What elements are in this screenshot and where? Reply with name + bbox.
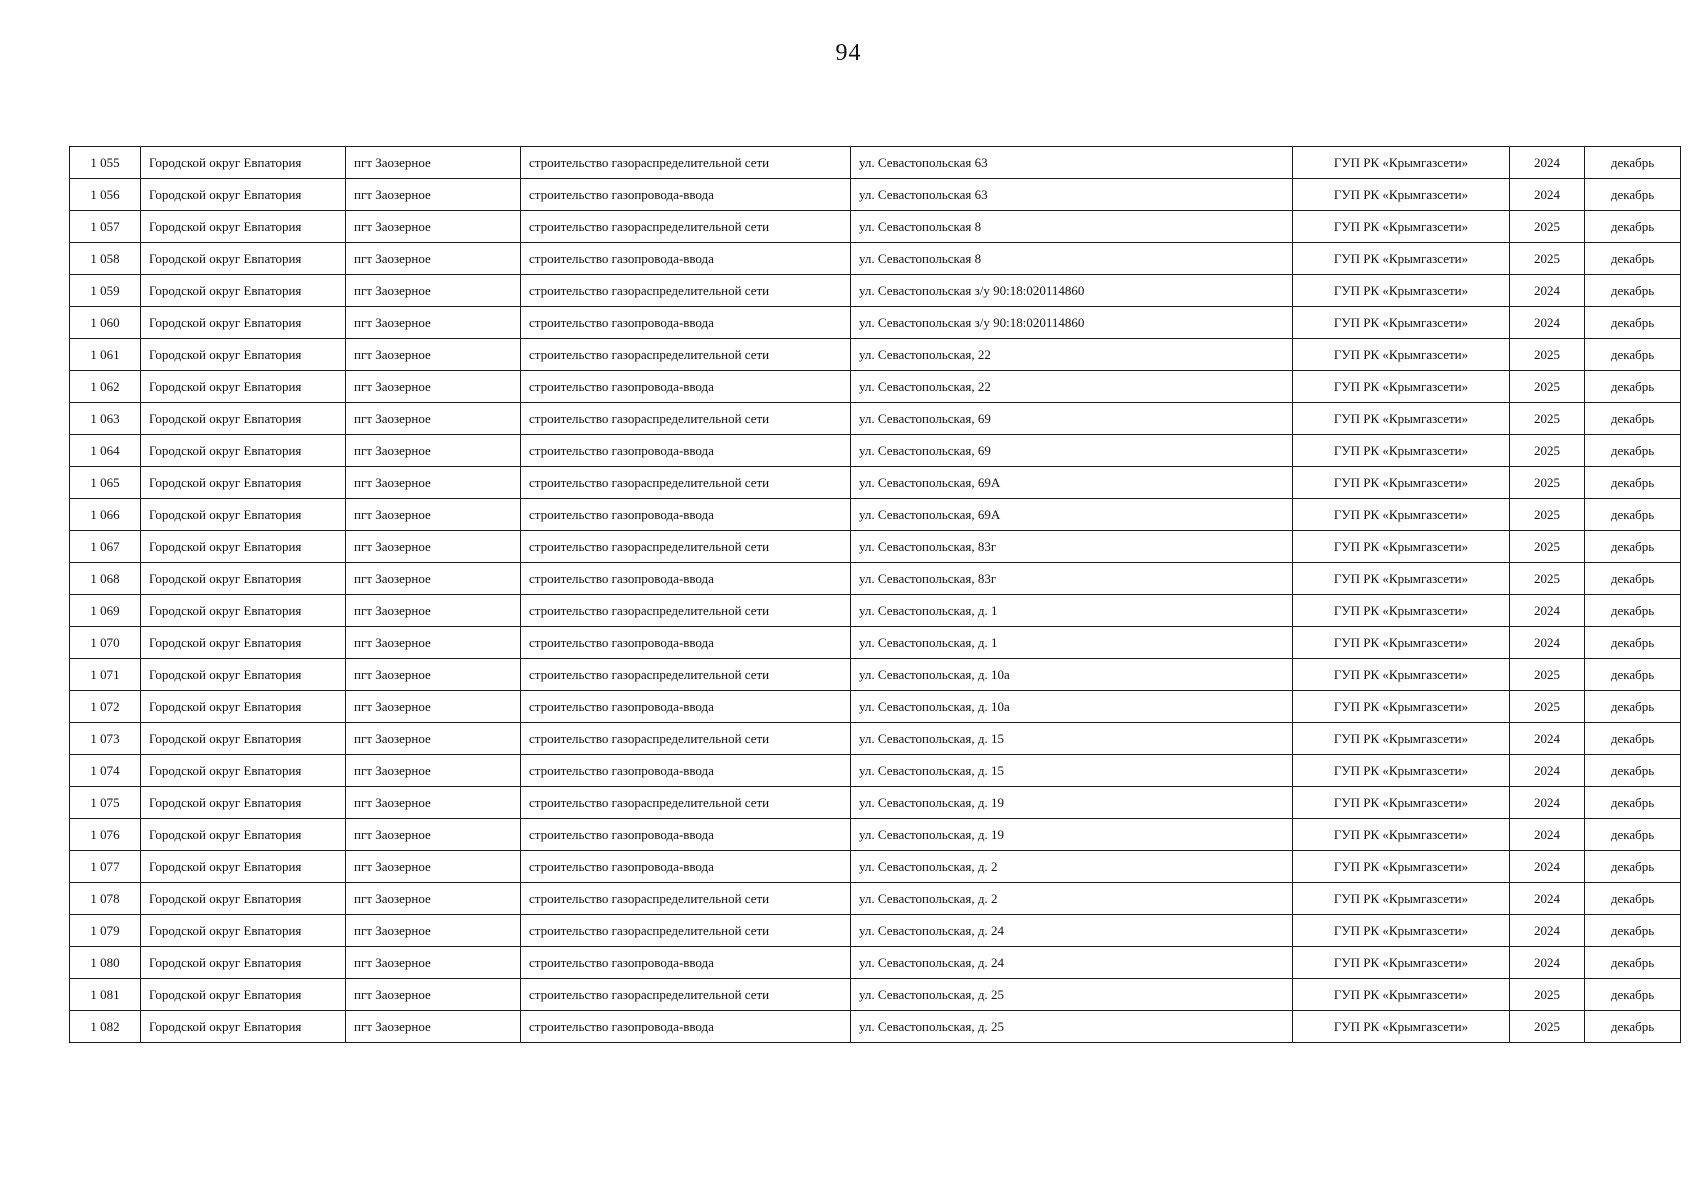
year-cell: 2025: [1510, 243, 1585, 275]
work-type-cell: строительство газопровода-ввода: [521, 243, 851, 275]
row-number-cell: 1 060: [70, 307, 141, 339]
work-type-cell: строительство газораспределительной сети: [521, 211, 851, 243]
district-cell: Городской округ Евпатория: [141, 307, 346, 339]
organization-cell: ГУП РК «Крымгазсети»: [1293, 659, 1510, 691]
month-cell: декабрь: [1585, 147, 1681, 179]
row-number-cell: 1 066: [70, 499, 141, 531]
organization-cell: ГУП РК «Крымгазсети»: [1293, 947, 1510, 979]
district-cell: Городской округ Евпатория: [141, 915, 346, 947]
month-cell: декабрь: [1585, 403, 1681, 435]
table-row: [70, 755, 1681, 787]
row-number-cell: 1 079: [70, 915, 141, 947]
row-number-cell: 1 059: [70, 275, 141, 307]
work-type-cell: строительство газопровода-ввода: [521, 371, 851, 403]
organization-cell: ГУП РК «Крымгазсети»: [1293, 819, 1510, 851]
district-cell: Городской округ Евпатория: [141, 275, 346, 307]
district-cell: Городской округ Евпатория: [141, 339, 346, 371]
month-cell: декабрь: [1585, 211, 1681, 243]
month-cell: декабрь: [1585, 979, 1681, 1011]
district-cell: Городской округ Евпатория: [141, 723, 346, 755]
work-type-cell: строительство газопровода-ввода: [521, 627, 851, 659]
work-type-cell: строительство газопровода-ввода: [521, 307, 851, 339]
table-row: [70, 563, 1681, 595]
settlement-cell: пгт Заозерное: [346, 979, 521, 1011]
work-type-cell: строительство газопровода-ввода: [521, 1011, 851, 1043]
year-cell: 2024: [1510, 147, 1585, 179]
district-cell: Городской округ Евпатория: [141, 467, 346, 499]
address-cell: ул. Севастопольская, 69: [851, 435, 1293, 467]
organization-cell: ГУП РК «Крымгазсети»: [1293, 627, 1510, 659]
address-cell: ул. Севастопольская з/у 90:18:020114860: [851, 275, 1293, 307]
organization-cell: ГУП РК «Крымгазсети»: [1293, 915, 1510, 947]
settlement-cell: пгт Заозерное: [346, 147, 521, 179]
district-cell: Городской округ Евпатория: [141, 179, 346, 211]
organization-cell: ГУП РК «Крымгазсети»: [1293, 979, 1510, 1011]
table-row: [70, 915, 1681, 947]
month-cell: декабрь: [1585, 499, 1681, 531]
district-cell: Городской округ Евпатория: [141, 947, 346, 979]
year-cell: 2024: [1510, 179, 1585, 211]
work-type-cell: строительство газораспределительной сети: [521, 595, 851, 627]
address-cell: ул. Севастопольская 8: [851, 211, 1293, 243]
district-cell: Городской округ Евпатория: [141, 627, 346, 659]
organization-cell: ГУП РК «Крымгазсети»: [1293, 723, 1510, 755]
month-cell: декабрь: [1585, 691, 1681, 723]
row-number-cell: 1 072: [70, 691, 141, 723]
table-row: [70, 627, 1681, 659]
month-cell: декабрь: [1585, 915, 1681, 947]
table-row: [70, 723, 1681, 755]
table-row: [70, 403, 1681, 435]
month-cell: декабрь: [1585, 659, 1681, 691]
month-cell: декабрь: [1585, 595, 1681, 627]
row-number-cell: 1 078: [70, 883, 141, 915]
district-cell: Городской округ Евпатория: [141, 499, 346, 531]
row-number-cell: 1 073: [70, 723, 141, 755]
organization-cell: ГУП РК «Крымгазсети»: [1293, 307, 1510, 339]
address-cell: ул. Севастопольская, д. 1: [851, 627, 1293, 659]
year-cell: 2024: [1510, 947, 1585, 979]
settlement-cell: пгт Заозерное: [346, 723, 521, 755]
address-cell: ул. Севастопольская, д. 24: [851, 915, 1293, 947]
settlement-cell: пгт Заозерное: [346, 563, 521, 595]
district-cell: Городской округ Евпатория: [141, 691, 346, 723]
district-cell: Городской округ Евпатория: [141, 371, 346, 403]
row-number-cell: 1 077: [70, 851, 141, 883]
district-cell: Городской округ Евпатория: [141, 1011, 346, 1043]
settlement-cell: пгт Заозерное: [346, 915, 521, 947]
district-cell: Городской округ Евпатория: [141, 979, 346, 1011]
work-type-cell: строительство газопровода-ввода: [521, 179, 851, 211]
year-cell: 2025: [1510, 563, 1585, 595]
table-row: [70, 595, 1681, 627]
table-row: [70, 947, 1681, 979]
month-cell: декабрь: [1585, 307, 1681, 339]
year-cell: 2024: [1510, 819, 1585, 851]
work-type-cell: строительство газораспределительной сети: [521, 147, 851, 179]
year-cell: 2025: [1510, 371, 1585, 403]
address-cell: ул. Севастопольская, д. 15: [851, 755, 1293, 787]
year-cell: 2025: [1510, 435, 1585, 467]
row-number-cell: 1 055: [70, 147, 141, 179]
district-cell: Городской округ Евпатория: [141, 819, 346, 851]
month-cell: декабрь: [1585, 371, 1681, 403]
address-cell: ул. Севастопольская, д. 10а: [851, 691, 1293, 723]
row-number-cell: 1 070: [70, 627, 141, 659]
address-cell: ул. Севастопольская, д. 15: [851, 723, 1293, 755]
address-cell: ул. Севастопольская, д. 10а: [851, 659, 1293, 691]
district-cell: Городской округ Евпатория: [141, 403, 346, 435]
year-cell: 2024: [1510, 307, 1585, 339]
district-cell: Городской округ Евпатория: [141, 531, 346, 563]
year-cell: 2024: [1510, 883, 1585, 915]
month-cell: декабрь: [1585, 787, 1681, 819]
year-cell: 2025: [1510, 691, 1585, 723]
work-type-cell: строительство газораспределительной сети: [521, 787, 851, 819]
year-cell: 2024: [1510, 595, 1585, 627]
settlement-cell: пгт Заозерное: [346, 403, 521, 435]
year-cell: 2024: [1510, 627, 1585, 659]
table-row: [70, 883, 1681, 915]
work-type-cell: строительство газораспределительной сети: [521, 531, 851, 563]
district-cell: Городской округ Евпатория: [141, 851, 346, 883]
settlement-cell: пгт Заозерное: [346, 467, 521, 499]
month-cell: декабрь: [1585, 1011, 1681, 1043]
settlement-cell: пгт Заозерное: [346, 947, 521, 979]
settlement-cell: пгт Заозерное: [346, 691, 521, 723]
work-type-cell: строительство газораспределительной сети: [521, 659, 851, 691]
address-cell: ул. Севастопольская 63: [851, 179, 1293, 211]
table-row: [70, 979, 1681, 1011]
year-cell: 2025: [1510, 659, 1585, 691]
month-cell: декабрь: [1585, 179, 1681, 211]
settlement-cell: пгт Заозерное: [346, 1011, 521, 1043]
settlement-cell: пгт Заозерное: [346, 179, 521, 211]
table-row: [70, 851, 1681, 883]
row-number-cell: 1 064: [70, 435, 141, 467]
month-cell: декабрь: [1585, 755, 1681, 787]
work-type-cell: строительство газопровода-ввода: [521, 851, 851, 883]
settlement-cell: пгт Заозерное: [346, 595, 521, 627]
month-cell: декабрь: [1585, 627, 1681, 659]
month-cell: декабрь: [1585, 851, 1681, 883]
work-type-cell: строительство газопровода-ввода: [521, 435, 851, 467]
organization-cell: ГУП РК «Крымгазсети»: [1293, 371, 1510, 403]
district-cell: Городской округ Евпатория: [141, 211, 346, 243]
address-cell: ул. Севастопольская, 69А: [851, 499, 1293, 531]
address-cell: ул. Севастопольская, д. 19: [851, 819, 1293, 851]
month-cell: декабрь: [1585, 435, 1681, 467]
month-cell: декабрь: [1585, 883, 1681, 915]
district-cell: Городской округ Евпатория: [141, 883, 346, 915]
row-number-cell: 1 065: [70, 467, 141, 499]
address-cell: ул. Севастопольская, 22: [851, 371, 1293, 403]
address-cell: ул. Севастопольская, 83г: [851, 563, 1293, 595]
table-row: [70, 659, 1681, 691]
address-cell: ул. Севастопольская 63: [851, 147, 1293, 179]
work-type-cell: строительство газопровода-ввода: [521, 499, 851, 531]
address-cell: ул. Севастопольская, д. 2: [851, 883, 1293, 915]
address-cell: ул. Севастопольская, 69А: [851, 467, 1293, 499]
table-row: [70, 371, 1681, 403]
address-cell: ул. Севастопольская, 83г: [851, 531, 1293, 563]
settlement-cell: пгт Заозерное: [346, 659, 521, 691]
table-row: [70, 1011, 1681, 1043]
work-type-cell: строительство газораспределительной сети: [521, 339, 851, 371]
work-type-cell: строительство газораспределительной сети: [521, 275, 851, 307]
table-row: [70, 787, 1681, 819]
year-cell: 2025: [1510, 211, 1585, 243]
settlement-cell: пгт Заозерное: [346, 371, 521, 403]
year-cell: 2025: [1510, 467, 1585, 499]
year-cell: 2024: [1510, 851, 1585, 883]
settlement-cell: пгт Заозерное: [346, 531, 521, 563]
month-cell: декабрь: [1585, 723, 1681, 755]
district-cell: Городской округ Евпатория: [141, 755, 346, 787]
month-cell: декабрь: [1585, 947, 1681, 979]
organization-cell: ГУП РК «Крымгазсети»: [1293, 595, 1510, 627]
address-cell: ул. Севастопольская, 69: [851, 403, 1293, 435]
row-number-cell: 1 071: [70, 659, 141, 691]
organization-cell: ГУП РК «Крымгазсети»: [1293, 787, 1510, 819]
month-cell: декабрь: [1585, 819, 1681, 851]
page-number: 94: [835, 40, 862, 66]
year-cell: 2024: [1510, 275, 1585, 307]
address-cell: ул. Севастопольская, д. 2: [851, 851, 1293, 883]
address-cell: ул. Севастопольская, д. 19: [851, 787, 1293, 819]
row-number-cell: 1 061: [70, 339, 141, 371]
organization-cell: ГУП РК «Крымгазсети»: [1293, 435, 1510, 467]
year-cell: 2025: [1510, 339, 1585, 371]
organization-cell: ГУП РК «Крымгазсети»: [1293, 211, 1510, 243]
table-row: [70, 211, 1681, 243]
table-row: [70, 499, 1681, 531]
address-cell: ул. Севастопольская, д. 1: [851, 595, 1293, 627]
work-type-cell: строительство газопровода-ввода: [521, 691, 851, 723]
year-cell: 2025: [1510, 403, 1585, 435]
organization-cell: ГУП РК «Крымгазсети»: [1293, 499, 1510, 531]
organization-cell: ГУП РК «Крымгазсети»: [1293, 755, 1510, 787]
year-cell: 2025: [1510, 979, 1585, 1011]
settlement-cell: пгт Заозерное: [346, 275, 521, 307]
table-row: [70, 339, 1681, 371]
organization-cell: ГУП РК «Крымгазсети»: [1293, 179, 1510, 211]
year-cell: 2025: [1510, 1011, 1585, 1043]
year-cell: 2024: [1510, 723, 1585, 755]
work-type-cell: строительство газопровода-ввода: [521, 563, 851, 595]
district-cell: Городской округ Евпатория: [141, 435, 346, 467]
settlement-cell: пгт Заозерное: [346, 499, 521, 531]
organization-cell: ГУП РК «Крымгазсети»: [1293, 275, 1510, 307]
table-row: [70, 531, 1681, 563]
month-cell: декабрь: [1585, 275, 1681, 307]
year-cell: 2024: [1510, 915, 1585, 947]
row-number-cell: 1 063: [70, 403, 141, 435]
organization-cell: ГУП РК «Крымгазсети»: [1293, 243, 1510, 275]
organization-cell: ГУП РК «Крымгазсети»: [1293, 851, 1510, 883]
work-type-cell: строительство газораспределительной сети: [521, 915, 851, 947]
organization-cell: ГУП РК «Крымгазсети»: [1293, 1011, 1510, 1043]
row-number-cell: 1 075: [70, 787, 141, 819]
row-number-cell: 1 082: [70, 1011, 141, 1043]
settlement-cell: пгт Заозерное: [346, 307, 521, 339]
row-number-cell: 1 074: [70, 755, 141, 787]
district-cell: Городской округ Евпатория: [141, 659, 346, 691]
district-cell: Городской округ Евпатория: [141, 147, 346, 179]
work-type-cell: строительство газопровода-ввода: [521, 947, 851, 979]
month-cell: декабрь: [1585, 563, 1681, 595]
work-type-cell: строительство газораспределительной сети: [521, 883, 851, 915]
work-type-cell: строительство газопровода-ввода: [521, 819, 851, 851]
year-cell: 2024: [1510, 787, 1585, 819]
organization-cell: ГУП РК «Крымгазсети»: [1293, 147, 1510, 179]
settlement-cell: пгт Заозерное: [346, 211, 521, 243]
month-cell: декабрь: [1585, 243, 1681, 275]
row-number-cell: 1 056: [70, 179, 141, 211]
address-cell: ул. Севастопольская, д. 25: [851, 979, 1293, 1011]
settlement-cell: пгт Заозерное: [346, 819, 521, 851]
table-row: [70, 819, 1681, 851]
row-number-cell: 1 076: [70, 819, 141, 851]
row-number-cell: 1 080: [70, 947, 141, 979]
row-number-cell: 1 057: [70, 211, 141, 243]
table-row: [70, 243, 1681, 275]
settlement-cell: пгт Заозерное: [346, 435, 521, 467]
row-number-cell: 1 081: [70, 979, 141, 1011]
table-row: [70, 147, 1681, 179]
row-number-cell: 1 069: [70, 595, 141, 627]
work-type-cell: строительство газораспределительной сети: [521, 467, 851, 499]
table-row: [70, 275, 1681, 307]
year-cell: 2025: [1510, 531, 1585, 563]
address-cell: ул. Севастопольская, д. 24: [851, 947, 1293, 979]
month-cell: декабрь: [1585, 467, 1681, 499]
row-number-cell: 1 068: [70, 563, 141, 595]
year-cell: 2024: [1510, 755, 1585, 787]
table-row: [70, 467, 1681, 499]
year-cell: 2025: [1510, 499, 1585, 531]
settlement-cell: пгт Заозерное: [346, 339, 521, 371]
district-cell: Городской округ Евпатория: [141, 563, 346, 595]
settlement-cell: пгт Заозерное: [346, 627, 521, 659]
organization-cell: ГУП РК «Крымгазсети»: [1293, 531, 1510, 563]
address-cell: ул. Севастопольская, д. 25: [851, 1011, 1293, 1043]
registry-table: [69, 146, 1681, 1043]
organization-cell: ГУП РК «Крымгазсети»: [1293, 691, 1510, 723]
organization-cell: ГУП РК «Крымгазсети»: [1293, 563, 1510, 595]
organization-cell: ГУП РК «Крымгазсети»: [1293, 339, 1510, 371]
table-row: [70, 179, 1681, 211]
work-type-cell: строительство газораспределительной сети: [521, 979, 851, 1011]
settlement-cell: пгт Заозерное: [346, 755, 521, 787]
registry-body: [70, 147, 1681, 1043]
organization-cell: ГУП РК «Крымгазсети»: [1293, 883, 1510, 915]
table-row: [70, 307, 1681, 339]
settlement-cell: пгт Заозерное: [346, 851, 521, 883]
organization-cell: ГУП РК «Крымгазсети»: [1293, 467, 1510, 499]
work-type-cell: строительство газораспределительной сети: [521, 403, 851, 435]
month-cell: декабрь: [1585, 531, 1681, 563]
row-number-cell: 1 058: [70, 243, 141, 275]
organization-cell: ГУП РК «Крымгазсети»: [1293, 403, 1510, 435]
work-type-cell: строительство газораспределительной сети: [521, 723, 851, 755]
table-row: [70, 435, 1681, 467]
district-cell: Городской округ Евпатория: [141, 243, 346, 275]
district-cell: Городской округ Евпатория: [141, 595, 346, 627]
month-cell: декабрь: [1585, 339, 1681, 371]
settlement-cell: пгт Заозерное: [346, 883, 521, 915]
row-number-cell: 1 062: [70, 371, 141, 403]
address-cell: ул. Севастопольская, 22: [851, 339, 1293, 371]
settlement-cell: пгт Заозерное: [346, 787, 521, 819]
settlement-cell: пгт Заозерное: [346, 243, 521, 275]
district-cell: Городской округ Евпатория: [141, 787, 346, 819]
address-cell: ул. Севастопольская з/у 90:18:020114860: [851, 307, 1293, 339]
row-number-cell: 1 067: [70, 531, 141, 563]
table-row: [70, 691, 1681, 723]
work-type-cell: строительство газопровода-ввода: [521, 755, 851, 787]
address-cell: ул. Севастопольская 8: [851, 243, 1293, 275]
